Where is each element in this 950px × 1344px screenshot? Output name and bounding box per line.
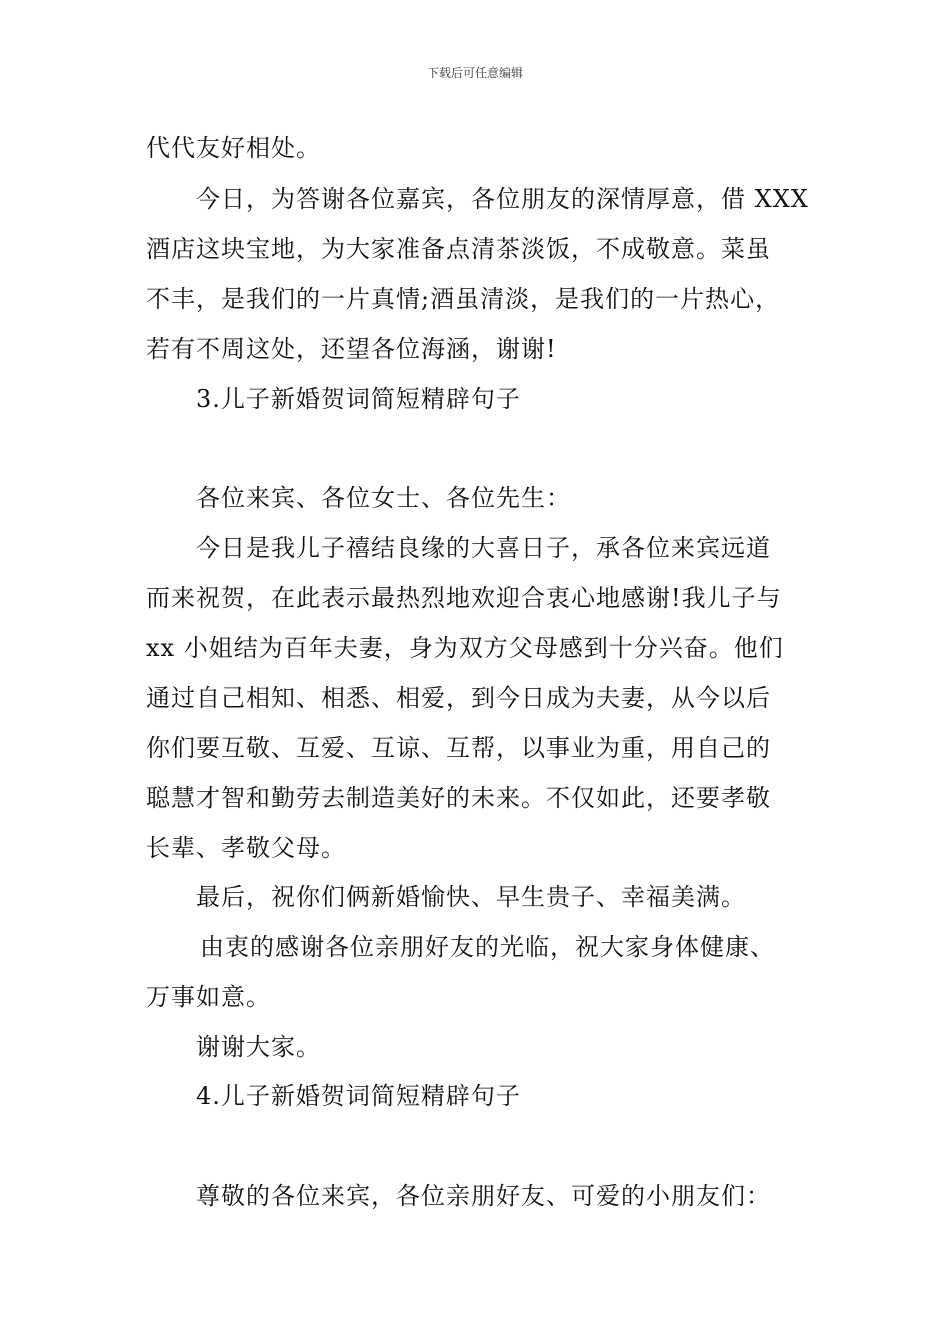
paragraph-line: 万事如意。 [146, 983, 271, 1011]
paragraph-line: 通过自己相知、相悉、相爱，到今日成为夫妻，从今以后 [146, 684, 771, 712]
closing-line: 谢谢大家。 [196, 1033, 321, 1061]
paragraph-line: 而来祝贺，在此表示最热烈地欢迎合衷心地感谢!我儿子与 [146, 584, 782, 612]
paragraph-line: 若有不周这处，还望各位海涵，谢谢! [146, 335, 557, 363]
paragraph-line: 代代友好相处。 [146, 134, 321, 162]
paragraph-line: 不丰，是我们的一片真情;酒虽清淡，是我们的一片热心， [146, 285, 781, 313]
paragraph-line: 最后，祝你们俩新婚愉快、早生贵子、幸福美满。 [196, 883, 746, 911]
section-heading: 3.儿子新婚贺词简短精辟句子 [196, 385, 521, 413]
paragraph-line: 聪慧才智和勤劳去制造美好的未来。不仅如此，还要孝敬 [146, 784, 771, 812]
paragraph-line: xx 小姐结为百年夫妻，身为双方父母感到十分兴奋。他们 [146, 634, 784, 662]
section-heading: 4.儿子新婚贺词简短精辟句子 [196, 1082, 521, 1110]
paragraph-line: 长辈、孝敬父母。 [146, 834, 346, 862]
paragraph-line: 由衷的感谢各位亲朋好友的光临，祝大家身体健康、 [200, 933, 775, 961]
paragraph-line: 今日是我儿子禧结良缘的大喜日子，承各位来宾远道 [196, 534, 771, 562]
page-header: 下载后可任意编辑 [426, 66, 523, 80]
salutation: 各位来宾、各位女士、各位先生： [196, 484, 571, 512]
paragraph-line: 今日，为答谢各位嘉宾，各位朋友的深情厚意，借 XXX [196, 185, 809, 213]
paragraph-line: 你们要互敬、互爱、互谅、互帮，以事业为重，用自己的 [146, 734, 771, 762]
salutation: 尊敬的各位来宾，各位亲朋好友、可爱的小朋友们： [196, 1182, 771, 1210]
paragraph-line: 酒店这块宝地，为大家准备点清茶淡饭，不成敬意。菜虽 [146, 235, 771, 263]
